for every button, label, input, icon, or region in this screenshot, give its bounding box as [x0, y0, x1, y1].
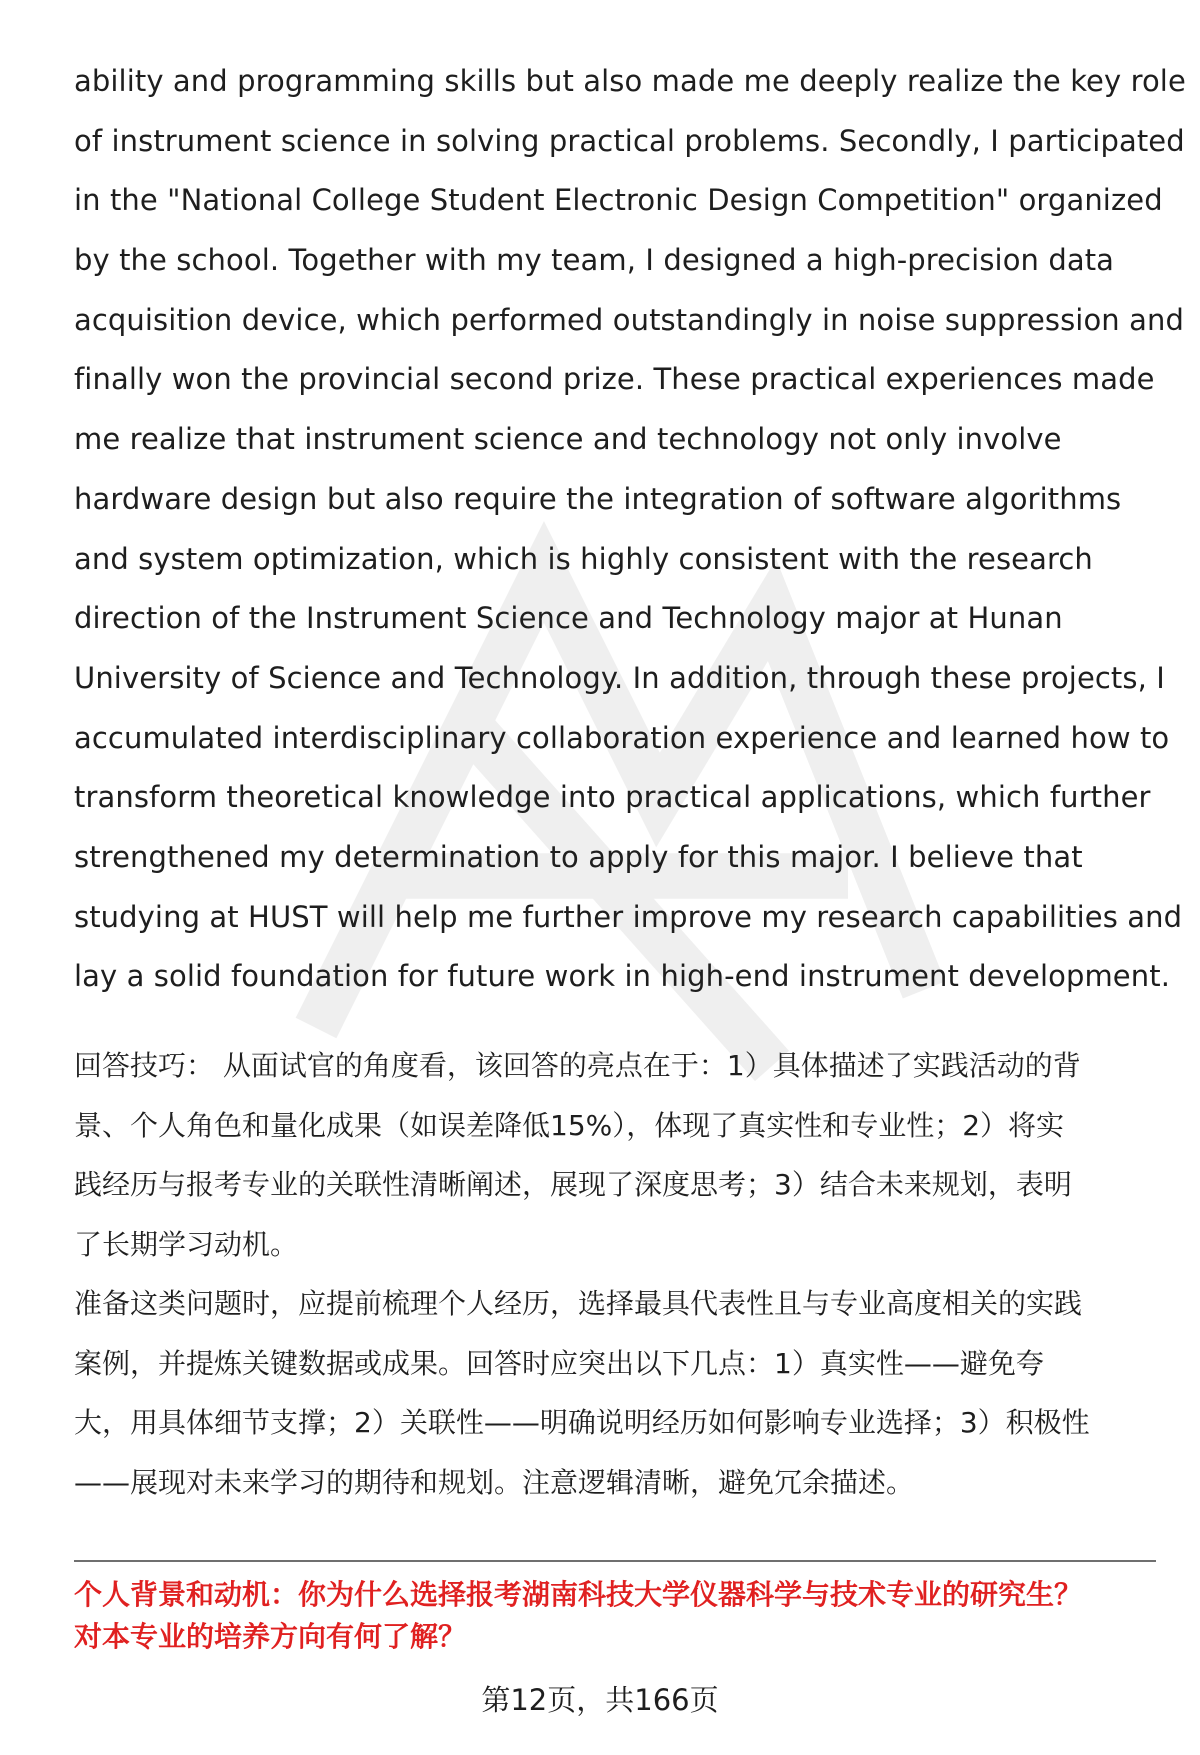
paragraph-line: direction of the Instrument Science and Technology major at Hunan	[74, 601, 1063, 636]
answer-english-paragraph	[74, 52, 1186, 1007]
tips-line: 大，用具体细节支撑；2）关联性——明确说明经历如何影响专业选择；3）积极性	[74, 1406, 1090, 1439]
paragraph-line: of instrument science in solving practical problems. Secondly, I participated	[74, 123, 1185, 158]
paragraph-line: University of Science and Technology. In addition, through these projects, I	[74, 660, 1165, 695]
tips-line: 准备这类问题时，应提前梳理个人经历，选择最具代表性且与专业高度相关的实践	[74, 1287, 1083, 1320]
answer-tips-section	[74, 1036, 1164, 1512]
paragraph-line: finally won the provincial second prize. These practical experiences made	[74, 362, 1155, 397]
question-line: 对本专业的培养方向有何了解？	[74, 1620, 467, 1653]
tips-line: 践经历与报考专业的关联性清晰阐述，展现了深度思考；3）结合未来规划，表明	[74, 1168, 1072, 1201]
paragraph-line: ability and programming skills but also made me deeply realize the key role	[74, 64, 1186, 98]
tips-line: 回答技巧： 从面试官的角度看，该回答的亮点在于：1）具体描述了实践活动的背	[74, 1049, 1081, 1082]
page-number: 第12页，共166页	[481, 1683, 719, 1717]
paragraph-line: lay a solid foundation for future work in high-end instrument development.	[74, 959, 1171, 994]
question-line: 个人背景和动机：你为什么选择报考湖南科技大学仪器科学与技术专业的研究生？	[74, 1578, 1083, 1611]
paragraph-line: in the "National College Student Electronic Design Competition" organized	[74, 183, 1163, 218]
paragraph-line: and system optimization, which is highly consistent with the research	[74, 541, 1093, 576]
tips-line: ——展现对未来学习的期待和规划。注意逻辑清晰，避免冗余描述。	[74, 1465, 915, 1499]
paragraph-line: studying at HUST will help me further improve my research capabilities and	[74, 899, 1183, 934]
paragraph-line: by the school. Together with my team, I designed a high-precision data	[74, 243, 1115, 278]
paragraph-line: accumulated interdisciplinary collaboration experience and learned how to	[74, 720, 1170, 755]
paragraph-line: me realize that instrument science and technology not only involve	[74, 422, 1062, 457]
paragraph-line: transform theoretical knowledge into practical applications, which further	[74, 780, 1151, 815]
paragraph-line: hardware design but also require the integration of software algorithms	[74, 481, 1122, 516]
tips-line: 案例，并提炼关键数据或成果。回答时应突出以下几点：1）真实性——避免夸	[74, 1346, 1044, 1380]
next-question-heading	[74, 1574, 1164, 1658]
paragraph-line: strengthened my determination to apply for this major. I believe that	[74, 839, 1083, 874]
section-divider	[74, 1560, 1156, 1562]
tips-line: 景、个人角色和量化成果（如误差降低15%），体现了真实性和专业性；2）将实	[74, 1108, 1065, 1142]
tips-line: 了长期学习动机。	[74, 1227, 299, 1261]
paragraph-line: acquisition device, which performed outstandingly in noise suppression and	[74, 302, 1184, 337]
